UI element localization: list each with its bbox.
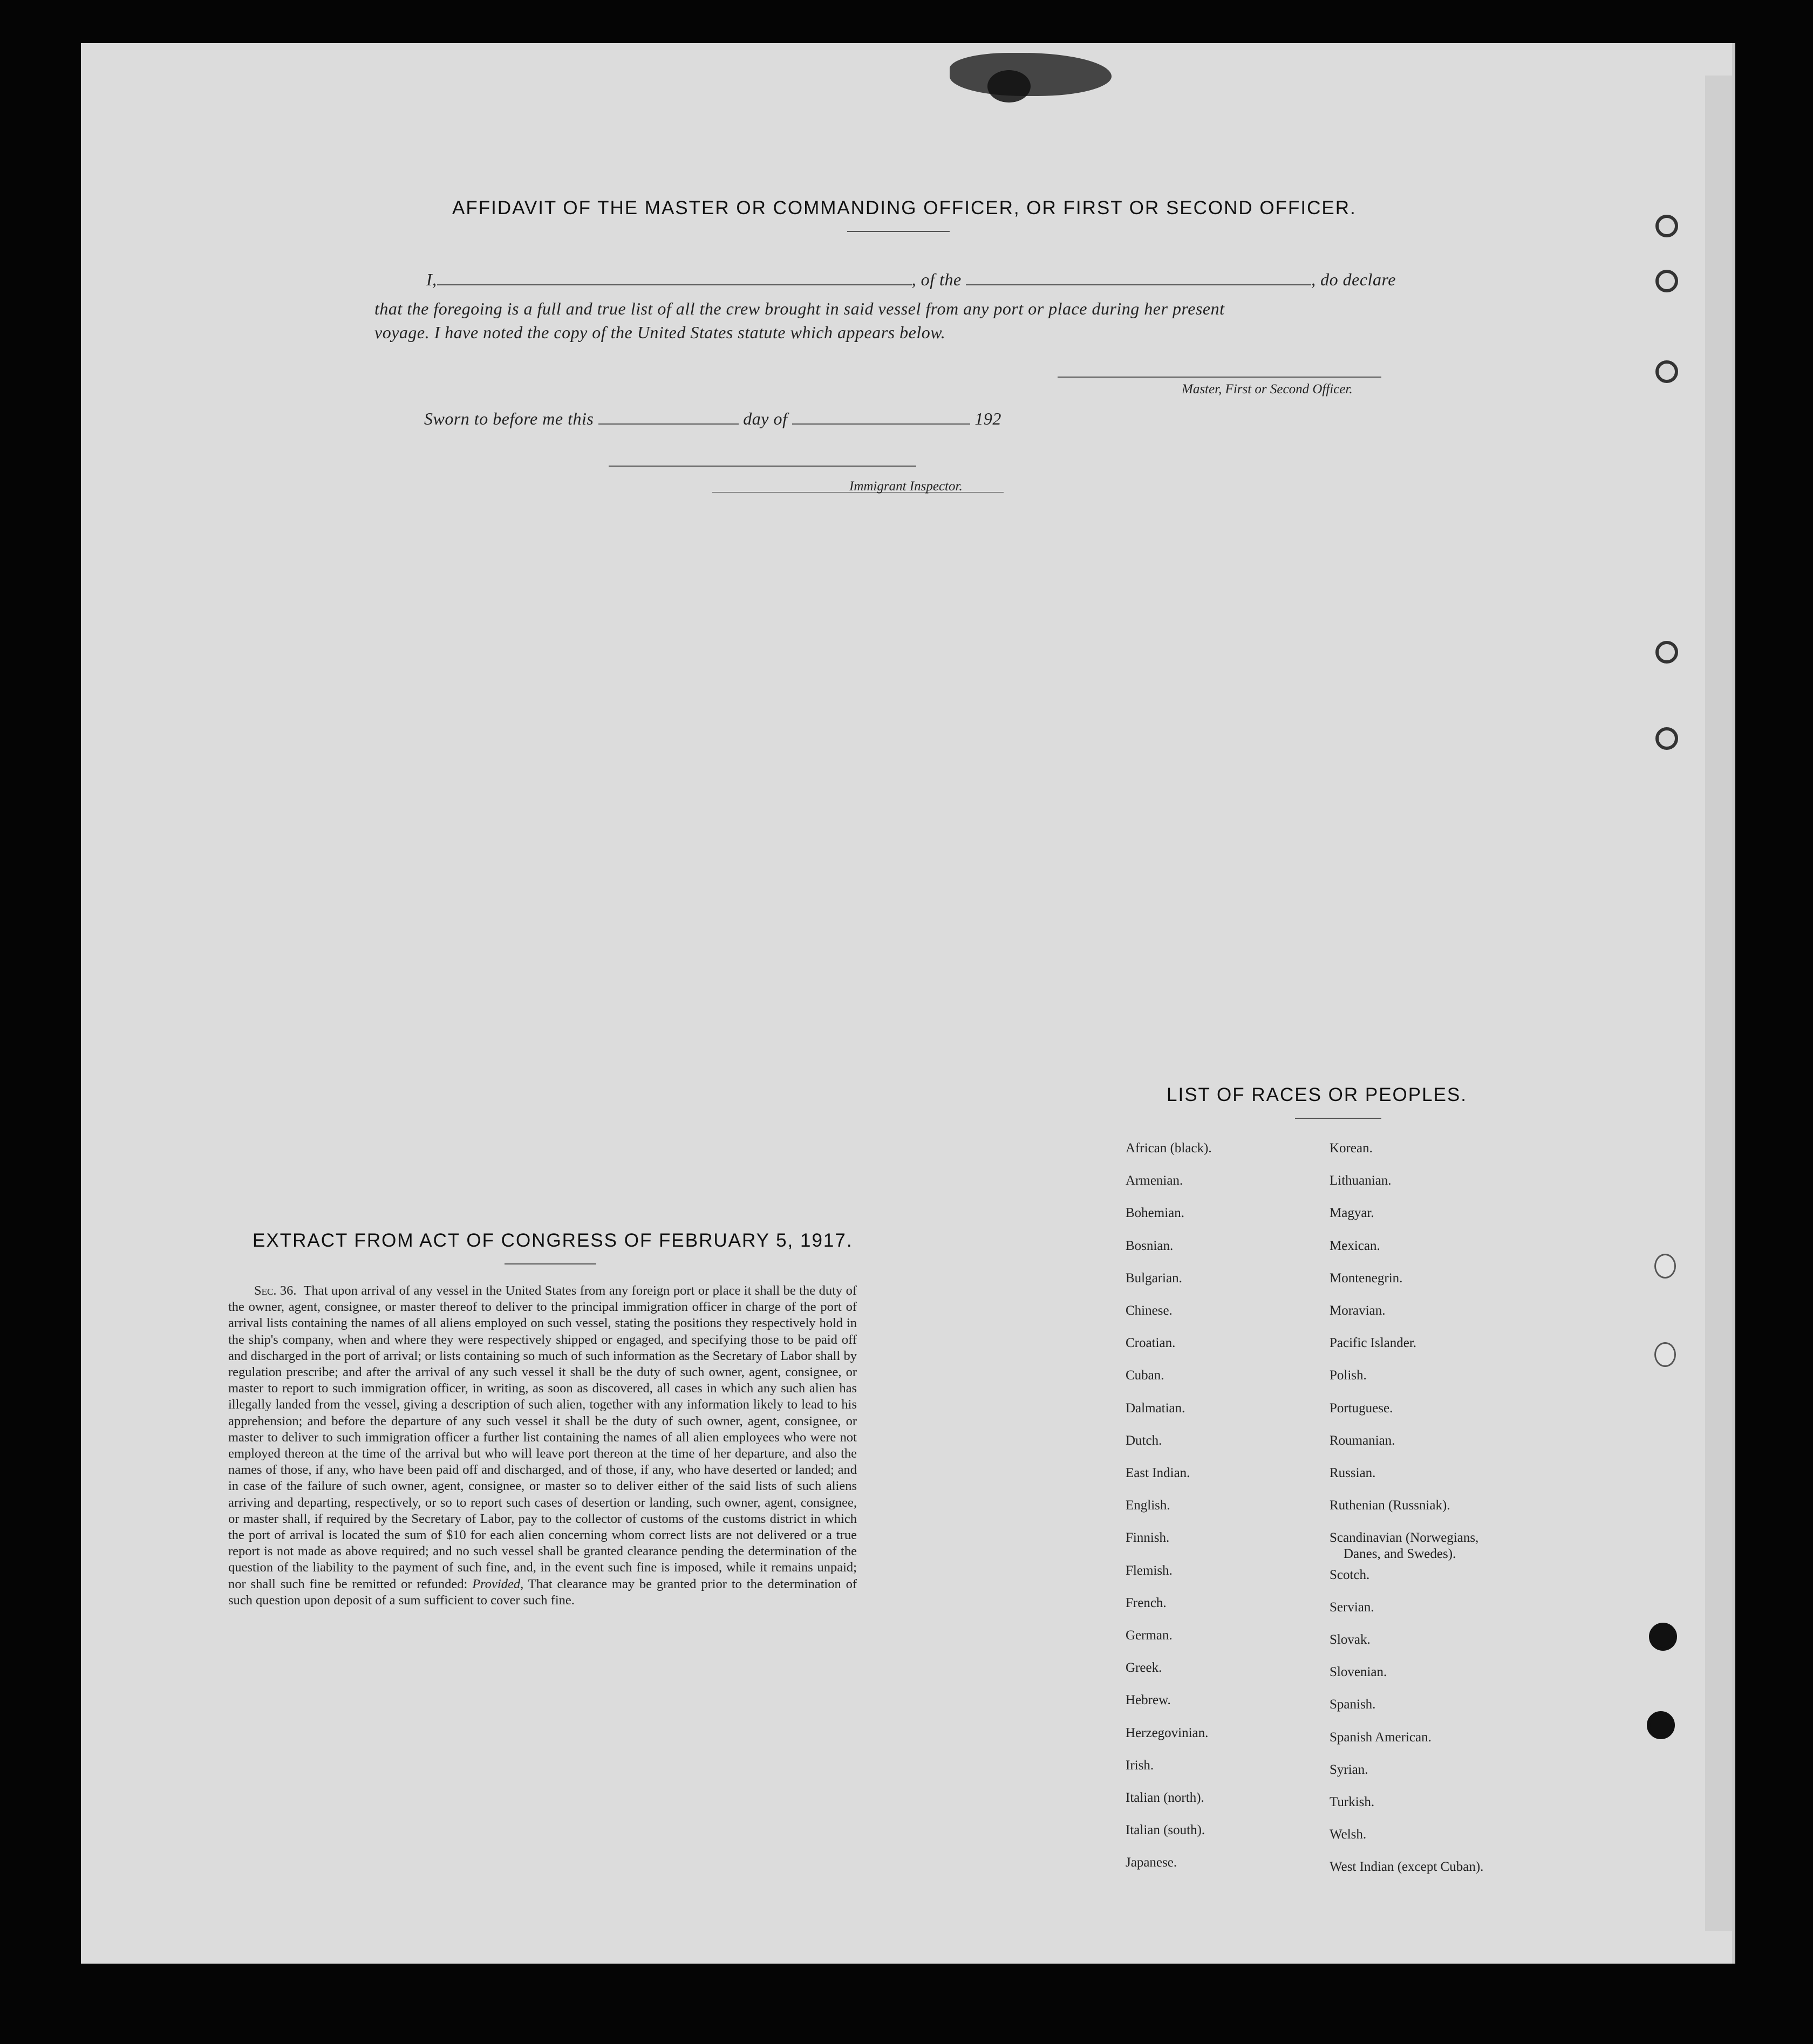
punch-hole <box>1655 727 1678 750</box>
race-item: Flemish. <box>1126 1563 1173 1578</box>
race-item: Bosnian. <box>1126 1238 1174 1253</box>
affidavit-line-3: voyage. I have noted the copy of the United States statute which appears below. <box>374 323 946 342</box>
affidavit-line-1 <box>426 270 1396 290</box>
race-item: Pacific Islander. <box>1330 1336 1417 1351</box>
race-item: Spanish. <box>1330 1697 1376 1712</box>
race-item: East Indian. <box>1126 1466 1190 1480</box>
extract-body-end: That clearance may be granted prior to the determination of such question upon deposit of a sum sufficient to cover such fine. <box>228 1576 857 1608</box>
race-item: West Indian (except Cuban). <box>1330 1860 1484 1875</box>
race-item: Lithuanian. <box>1330 1173 1392 1188</box>
race-item: Syrian. <box>1330 1762 1368 1777</box>
affidavit-title: AFFIDAVIT OF THE MASTER OR COMMANDING OFFICER, OR FIRST OR SECOND OFFICER. <box>452 197 1357 218</box>
race-item: Scandinavian (Norwegians, <box>1330 1530 1479 1546</box>
races-title: LIST OF RACES OR PEOPLES. <box>1167 1084 1468 1105</box>
race-item: Roumanian. <box>1330 1433 1395 1448</box>
inspector-caption: Immigrant Inspector. <box>849 479 963 494</box>
race-item: Korean. <box>1330 1141 1373 1156</box>
race-item: Croatian. <box>1126 1336 1176 1351</box>
affidavit-declare: , do declare <box>1311 270 1396 289</box>
divider <box>505 1263 596 1264</box>
section-label: Sec. 36. <box>254 1283 297 1298</box>
sworn-date-blank[interactable] <box>598 423 739 425</box>
vessel-name-blank[interactable] <box>966 284 1311 285</box>
race-item: Finnish. <box>1126 1530 1170 1546</box>
race-item: Armenian. <box>1126 1173 1183 1188</box>
race-item: Turkish. <box>1330 1795 1375 1809</box>
extract-paragraph <box>228 1283 857 1609</box>
race-item: Japanese. <box>1126 1855 1177 1870</box>
year-prefix: 192 <box>974 409 1001 428</box>
race-item: Servian. <box>1330 1599 1374 1615</box>
punch-hole <box>1655 215 1678 237</box>
day-of-text: day of <box>743 409 788 428</box>
punch-hole <box>1647 1711 1675 1739</box>
race-item: Greek. <box>1126 1660 1162 1676</box>
race-item: Dalmatian. <box>1126 1400 1185 1416</box>
race-item: Slovak. <box>1330 1632 1371 1647</box>
provided-word: Provided, <box>472 1576 524 1591</box>
race-item: Welsh. <box>1330 1827 1367 1842</box>
punch-hole <box>1649 1623 1677 1651</box>
race-item: Irish. <box>1126 1758 1154 1773</box>
affidavit-of-the: , of the <box>911 270 962 289</box>
sworn-month-blank[interactable] <box>792 423 970 425</box>
race-item: Cuban. <box>1126 1368 1164 1383</box>
sworn-text: Sworn to before me this <box>424 409 594 428</box>
race-item: African (black). <box>1126 1141 1212 1156</box>
race-item: Montenegrin. <box>1330 1270 1403 1286</box>
race-item: Slovenian. <box>1330 1665 1387 1680</box>
punch-hole <box>1654 1254 1676 1279</box>
race-item: Herzegovinian. <box>1126 1725 1209 1740</box>
extract-body-text: That upon arrival of any vessel in the United States from any foreign port or place it shall be the duty of the owner, agent, consignee, or master thereof to deliver to the principal immigration officer in charge of the port of arrival lists containing the names of all aliens employed on such vessel, stating the positions they respectively hold in the ship's company, when and where they were respectively shipped or engaged, and specifying those to be paid off and discharged in the port of arrival; or lists containing so much of such information as the Secretary of Labor shall by regulation prescribe; and after the arrival of any such vessel it shall be the duty of such owner, agent, consignee, or master to report to such immigration officer, in writing, as soon as discovered, all cases in which any such alien has illegally landed from the vessel, giving a description of such alien, together with any information likely to lead to his apprehension; and before the departure of any such vessel it shall be the duty of such owner, agent, consignee, or master to deliver to such immigration officer a further list containing the names of all alien employees who were not employed thereon at the time of the arrival but who will leave port thereon at the time of her departure, and also the names of those, if any, who have been paid off and discharged, and of those, if any, who have deserted or landed; and in case of the failure of such owner, agent, consignee, or master so to deliver either of the said lists of such aliens arriving and departing, respectively, or so to report such cases of desertion or landing, such owner, agent, consignee, or master shall, if required by the Secretary of Labor, pay to the collector of customs of the customs district in which the port of arrival is located the sum of $10 for each alien concerning whom correct lists are not delivered or a true report is not made as above required; and no such vessel shall be granted clearance pending the determination of the question of the liability to the payment of such fine, and, in the event such fine is imposed, while it remains unpaid; nor shall such fine be remitted or refunded: <box>228 1283 857 1591</box>
inspector-signature-line[interactable] <box>609 466 916 467</box>
race-item: German. <box>1126 1628 1173 1643</box>
race-item: Russian. <box>1330 1466 1376 1480</box>
race-item: Italian (south). <box>1126 1823 1205 1838</box>
extract-title: EXTRACT FROM ACT OF CONGRESS OF FEBRUARY 5, 1917. <box>253 1230 853 1251</box>
punch-hole <box>1655 641 1678 664</box>
punch-hole <box>1655 270 1678 292</box>
race-item: Bulgarian. <box>1126 1270 1182 1286</box>
race-item: Hebrew. <box>1126 1693 1171 1708</box>
divider <box>847 231 950 232</box>
affidavit-i: I, <box>426 270 437 289</box>
race-item: Dutch. <box>1126 1433 1162 1448</box>
race-item: Magyar. <box>1330 1206 1374 1221</box>
master-name-blank[interactable] <box>437 284 912 285</box>
punch-hole <box>1654 1342 1676 1367</box>
punch-hole <box>1655 360 1678 383</box>
race-item: English. <box>1126 1498 1170 1513</box>
underlying-page-edge <box>1705 76 1732 1931</box>
master-caption: Master, First or Second Officer. <box>1182 382 1353 397</box>
affidavit-line-2: that the foregoing is a full and true list of all the crew brought in said vessel from any port or place during her present <box>374 299 1225 318</box>
race-item: Italian (north). <box>1126 1790 1204 1805</box>
master-signature-line[interactable] <box>1058 377 1381 378</box>
ink-stain <box>987 70 1031 102</box>
race-item: Polish. <box>1330 1368 1367 1383</box>
race-item: Bohemian. <box>1126 1206 1185 1221</box>
race-item: Scotch. <box>1330 1567 1370 1582</box>
divider <box>1295 1118 1381 1119</box>
race-item: French. <box>1126 1595 1167 1610</box>
race-item: Moravian. <box>1330 1303 1386 1318</box>
race-item: Ruthenian (Russniak). <box>1330 1498 1450 1513</box>
sworn-line <box>424 409 1001 429</box>
race-item: Chinese. <box>1126 1303 1173 1318</box>
race-item: Spanish American. <box>1330 1729 1432 1745</box>
race-item: Mexican. <box>1330 1238 1380 1253</box>
race-item: Danes, and Swedes). <box>1344 1547 1456 1562</box>
race-item: Portuguese. <box>1330 1400 1393 1416</box>
